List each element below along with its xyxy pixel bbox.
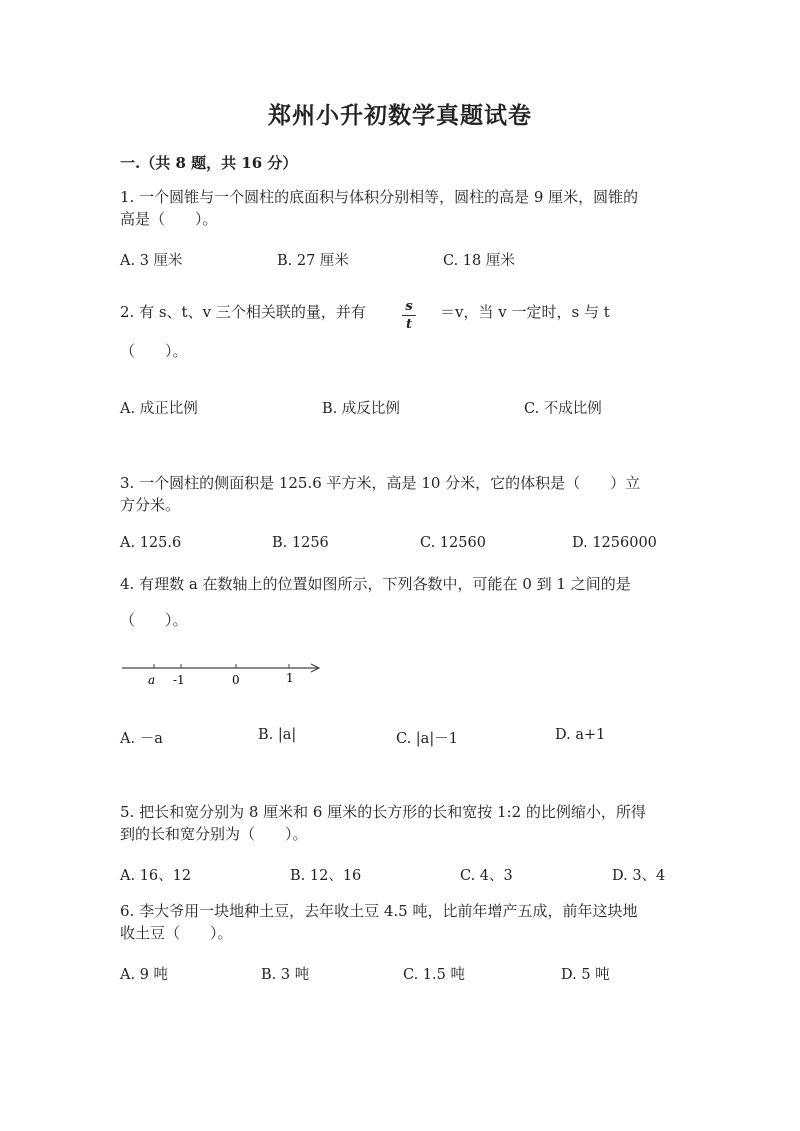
fraction-denominator: t xyxy=(405,317,412,332)
question-1-text xyxy=(120,186,638,230)
q6-option-a: A. 9 吨 xyxy=(120,967,169,983)
q4-option-d: D. a+1 xyxy=(555,727,606,743)
question-6-text xyxy=(120,900,637,944)
q3-option-d: D. 1256000 xyxy=(572,535,657,551)
q6-option-b: B. 3 吨 xyxy=(261,967,310,983)
q6-option-d: D. 5 吨 xyxy=(561,967,610,983)
question-6-line-2: 收土豆（ ）。 xyxy=(120,924,233,942)
question-2-pre: 2. 有 s、t、v 三个相关联的量，并有 xyxy=(120,303,366,321)
q5-option-a: A. 16、12 xyxy=(120,868,192,884)
fraction-s-over-t xyxy=(402,300,416,331)
label-a: a xyxy=(148,673,156,687)
label-1: 1 xyxy=(286,671,294,685)
q3-option-b: B. 1256 xyxy=(272,535,329,551)
question-1-line-2: 高是（ ）。 xyxy=(120,210,218,228)
label-minus-1: -1 xyxy=(173,673,185,687)
page-title: 郑州小升初数学真题试卷 xyxy=(268,102,532,129)
q5-option-c: C. 4、3 xyxy=(460,868,513,884)
fraction-numerator: s xyxy=(405,299,413,314)
q3-option-a: A. 125.6 xyxy=(120,535,182,551)
q1-option-a: A. 3 厘米 xyxy=(120,253,183,269)
label-0: 0 xyxy=(232,673,240,687)
q6-option-c: C. 1.5 吨 xyxy=(403,967,465,983)
q1-option-b: B. 27 厘米 xyxy=(277,253,349,269)
number-line-figure xyxy=(120,656,330,692)
question-6-line-1: 6. 李大爷用一块地种土豆，去年收土豆 4.5 吨，比前年增产五成，前年这块地 xyxy=(120,902,638,920)
q4-option-c: C. |a|－1 xyxy=(396,731,458,747)
q2-option-c: C. 不成比例 xyxy=(524,401,602,417)
question-4-line-1: 4. 有理数 a 在数轴上的位置如图所示，下列各数中，可能在 0 到 1 之间的是 xyxy=(120,575,631,593)
q2-option-a: A. 成正比例 xyxy=(120,401,198,417)
question-3-line-2: 方分米。 xyxy=(120,496,181,514)
q1-option-c: C. 18 厘米 xyxy=(443,253,515,269)
q3-option-c: C. 12560 xyxy=(420,535,486,551)
question-3-text xyxy=(120,472,640,516)
q4-option-a: A. －a xyxy=(120,731,163,747)
question-5-line-2: 到的长和宽分别为（ ）。 xyxy=(120,825,308,843)
section-heading: 一.（共 8 题，共 16 分） xyxy=(120,154,298,172)
question-1-line-1: 1. 一个圆锥与一个圆柱的底面积与体积分别相等，圆柱的高是 9 厘米，圆锥的 xyxy=(120,188,639,206)
q5-option-b: B. 12、16 xyxy=(290,868,362,884)
q5-option-d: D. 3、4 xyxy=(612,868,666,884)
question-2-post: ＝v，当 v 一定时，s 与 t xyxy=(440,303,610,321)
q4-option-b: B. |a| xyxy=(258,727,297,743)
question-5-line-1: 5. 把长和宽分别为 8 厘米和 6 厘米的长方形的长和宽按 1:2 的比例缩小，所得 xyxy=(120,803,646,821)
question-2-line-2: （ ）。 xyxy=(120,342,188,360)
question-4-line-2: （ ）。 xyxy=(120,611,188,629)
question-5-text xyxy=(120,801,646,845)
question-3-line-1: 3. 一个圆柱的侧面积是 125.6 平方米，高是 10 分米，它的体积是（ ）立 xyxy=(120,474,641,492)
q2-option-b: B. 成反比例 xyxy=(322,401,400,417)
